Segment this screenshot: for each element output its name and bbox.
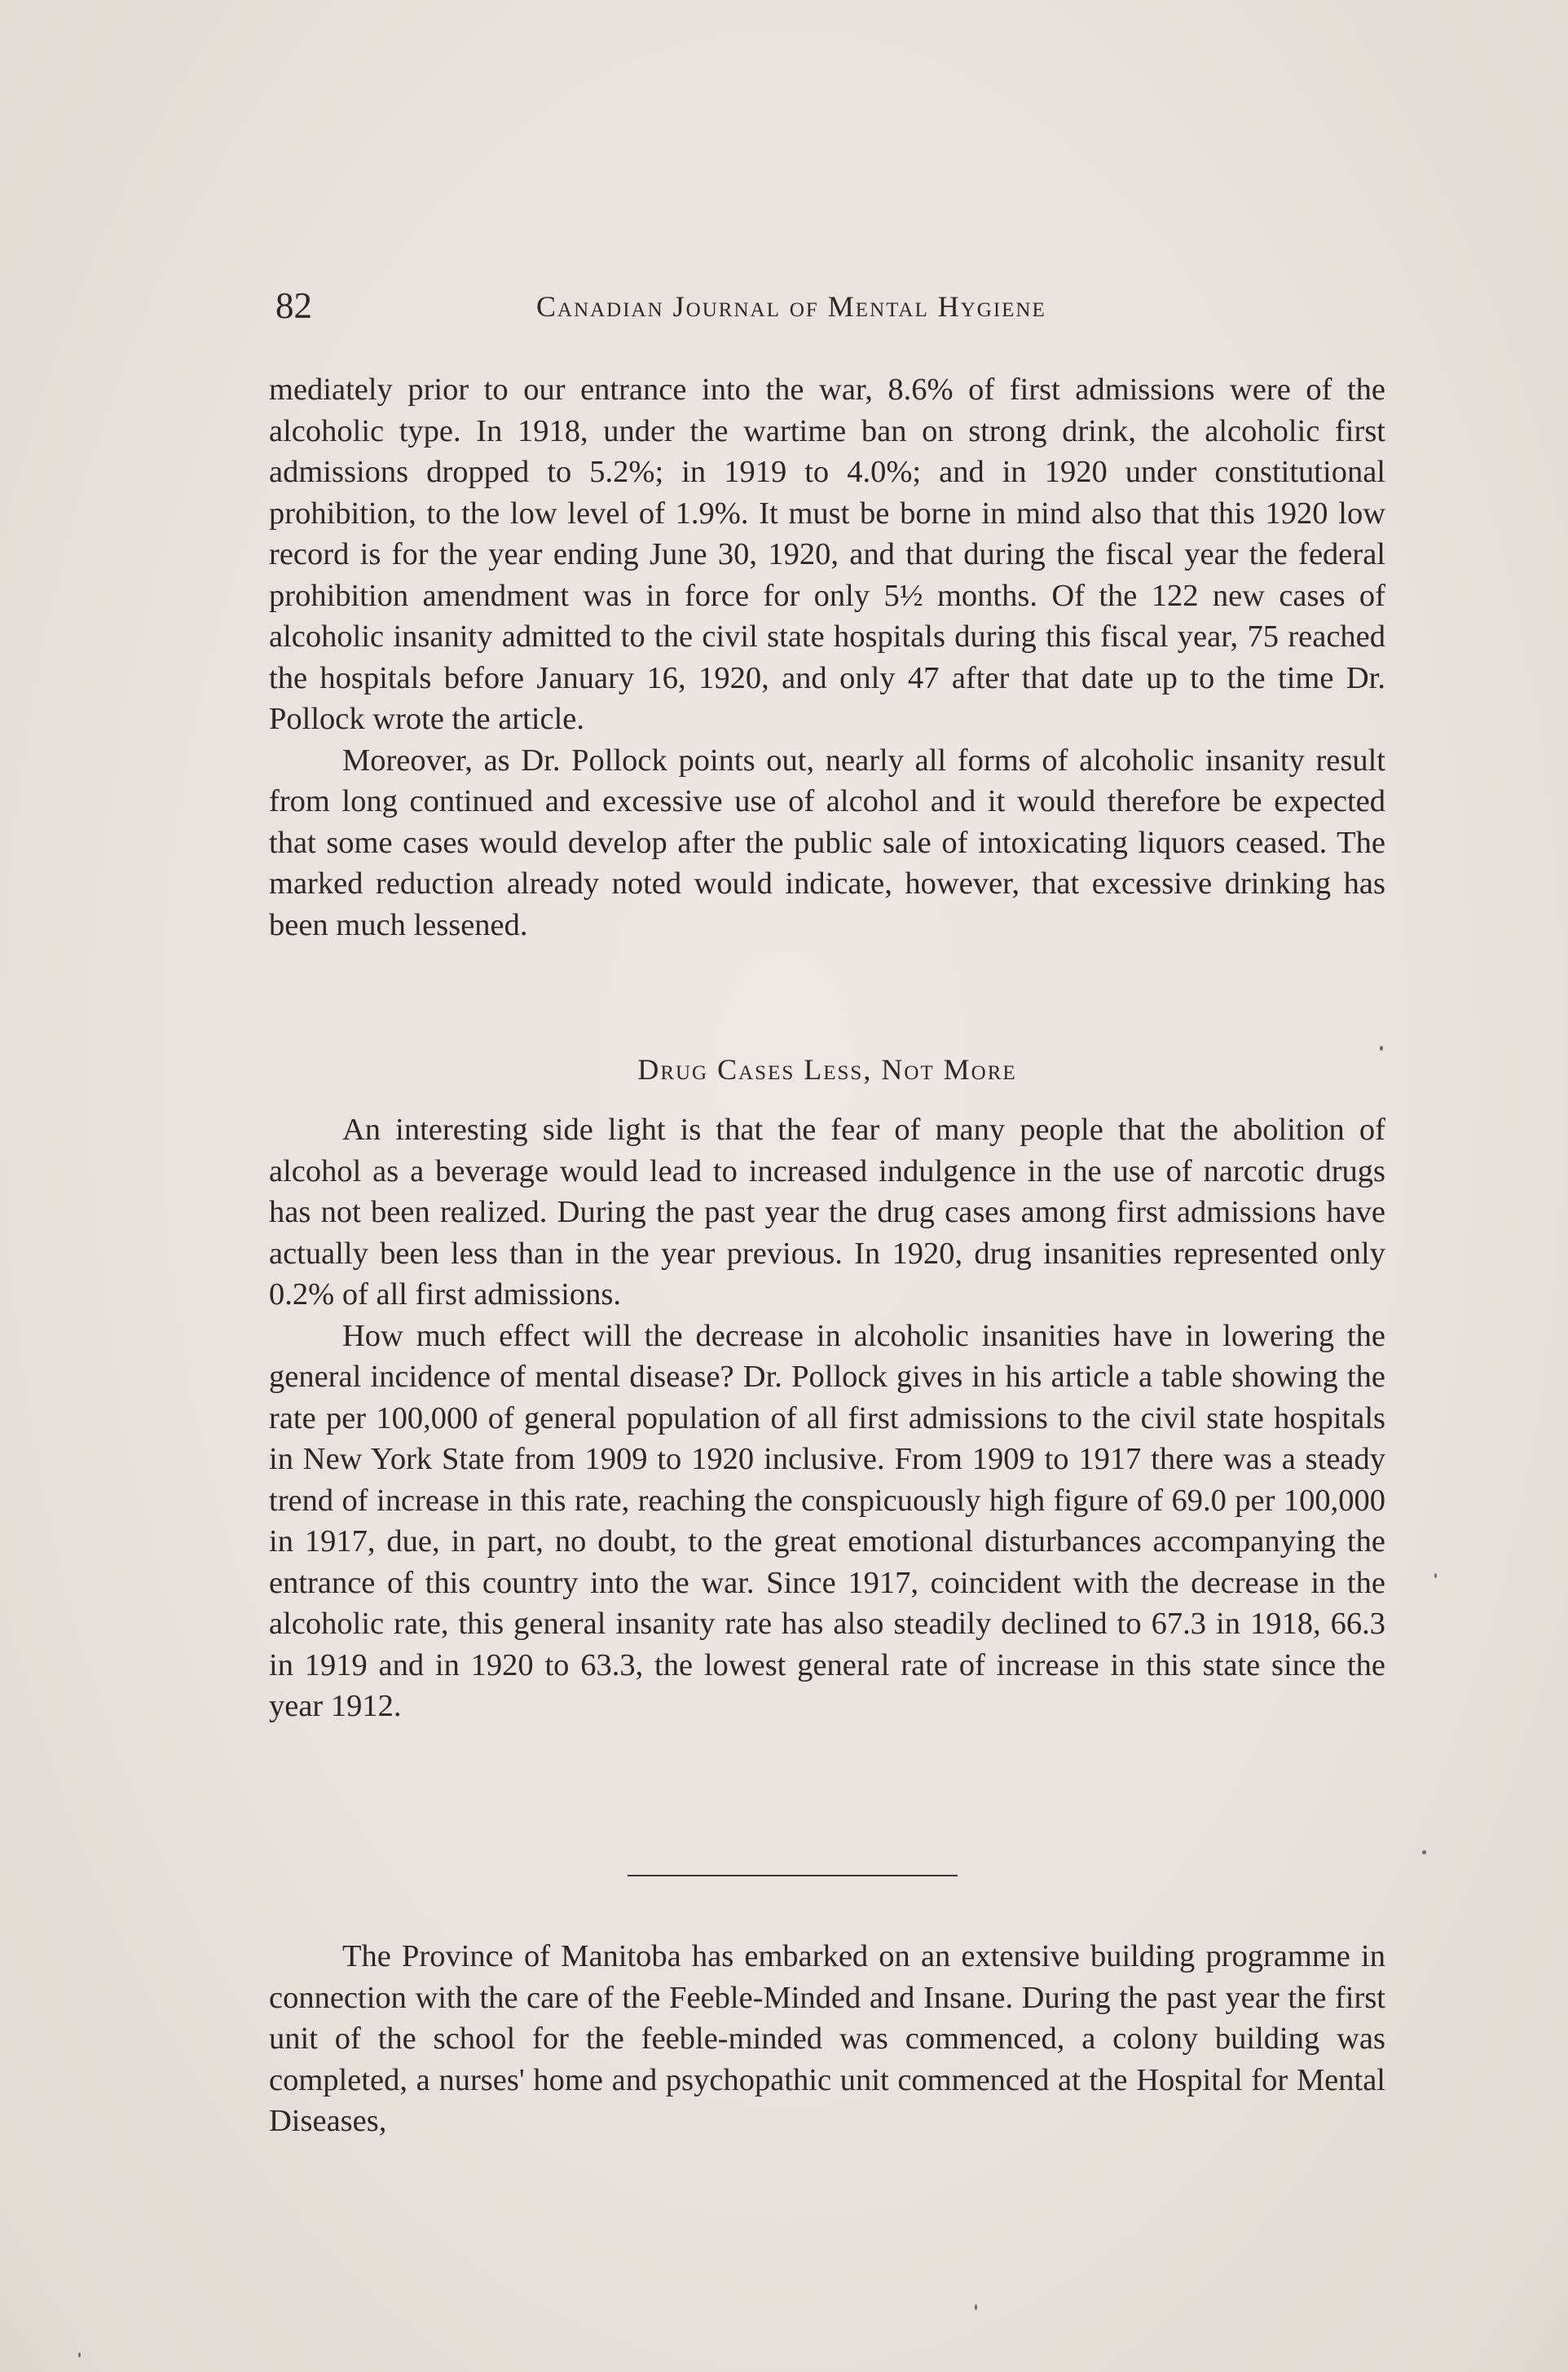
paper-speck bbox=[1380, 1046, 1383, 1051]
text-block-drug-cases bbox=[269, 1109, 1385, 1727]
paragraph-moreover: Moreover, as Dr. Pollock points out, nearly all forms of alcoholic insanity result from long continued and excessive use of alcohol and it would therefore be expected that some cases would develop after the public sale of intoxicating liquors ceased. The marked reduction already noted would indicate, however, that excessive drinking has been much lessened. bbox=[269, 743, 1385, 942]
page-number: 82 bbox=[275, 285, 312, 326]
text-block-continuation bbox=[269, 369, 1385, 946]
running-title: Canadian Journal of Mental Hygiene bbox=[536, 290, 1046, 323]
paper-speck bbox=[975, 2304, 977, 2310]
paragraph-general-incidence: How much effect will the decrease in alcoholic insanities have in lowering the general incidence of mental disease? Dr. Pollock gives in his article a table showing the rate per 100,000 of general population of all first admissions to the civil state hospitals in New York State from 1909 to 1920 inclusive. From 1909 to 1917 there was a steady trend of increase in this rate, reaching the conspicuously high figure of 69.0 per 100,000 in 1917, due, in part, no doubt, to the great emotional disturbances accompanying the entrance of this country into the war. Since 1917, coincident with the decrease in the alcoholic rate, this general insanity rate has also steadily declined to 67.3 in 1918, 66.3 in 1919 and in 1920 to 63.3, the lowest general rate of increase in this state since the year 1912. bbox=[269, 1318, 1385, 1723]
paragraph-manitoba: The Province of Manitoba has embarked on an extensive building programme in connection with the care of the Feeble-Minded and Insane. During the past year the first unit of the school for the feeble-minded was commenced, a colony building was completed, a nurses' home and psychopathic unit commenced at the Hospital for Mental Diseases, bbox=[269, 1939, 1385, 2138]
paragraph-alcoholic-admissions: mediately prior to our entrance into the war, 8.6% of first admissions were of the alcoholic type. In 1918, under the wartime ban on strong drink, the alcoholic first admissions dropped to 5.2%; in 1919 to 4.0%; and in 1920 under constitutional prohibition, to the low level of 1.9%. It must be borne in mind also that this 1920 low record is for the year ending June 30, 1920, and that during the fiscal year the federal prohibition amendment was in force for only 5½ months. Of the 122 new cases of alcoholic insanity admitted to the civil state hospitals during this fiscal year, 75 reached the hospitals before January 16, 1920, and only 47 after that date up to the time Dr. Pollock wrote the article. bbox=[269, 373, 1385, 736]
paper-speck bbox=[1434, 1573, 1437, 1578]
paragraph-side-light: An interesting side light is that the fear of many people that the abolition of alcohol as a beverage would lead to increased indulgence in the use of narcotic drugs has not been realized. During the past year the drug cases among first admissions have actually been less than in the year previous. In 1920, drug insanities represented only 0.2% of all first admissions. bbox=[269, 1113, 1385, 1312]
section-divider-rule bbox=[628, 1875, 958, 1876]
paper-speck bbox=[1422, 1850, 1426, 1854]
page-header bbox=[275, 281, 1379, 338]
paper-speck bbox=[78, 2352, 81, 2357]
text-block-manitoba bbox=[269, 1936, 1385, 2142]
section-heading: Drug Cases Less, Not More bbox=[637, 1053, 1017, 1086]
